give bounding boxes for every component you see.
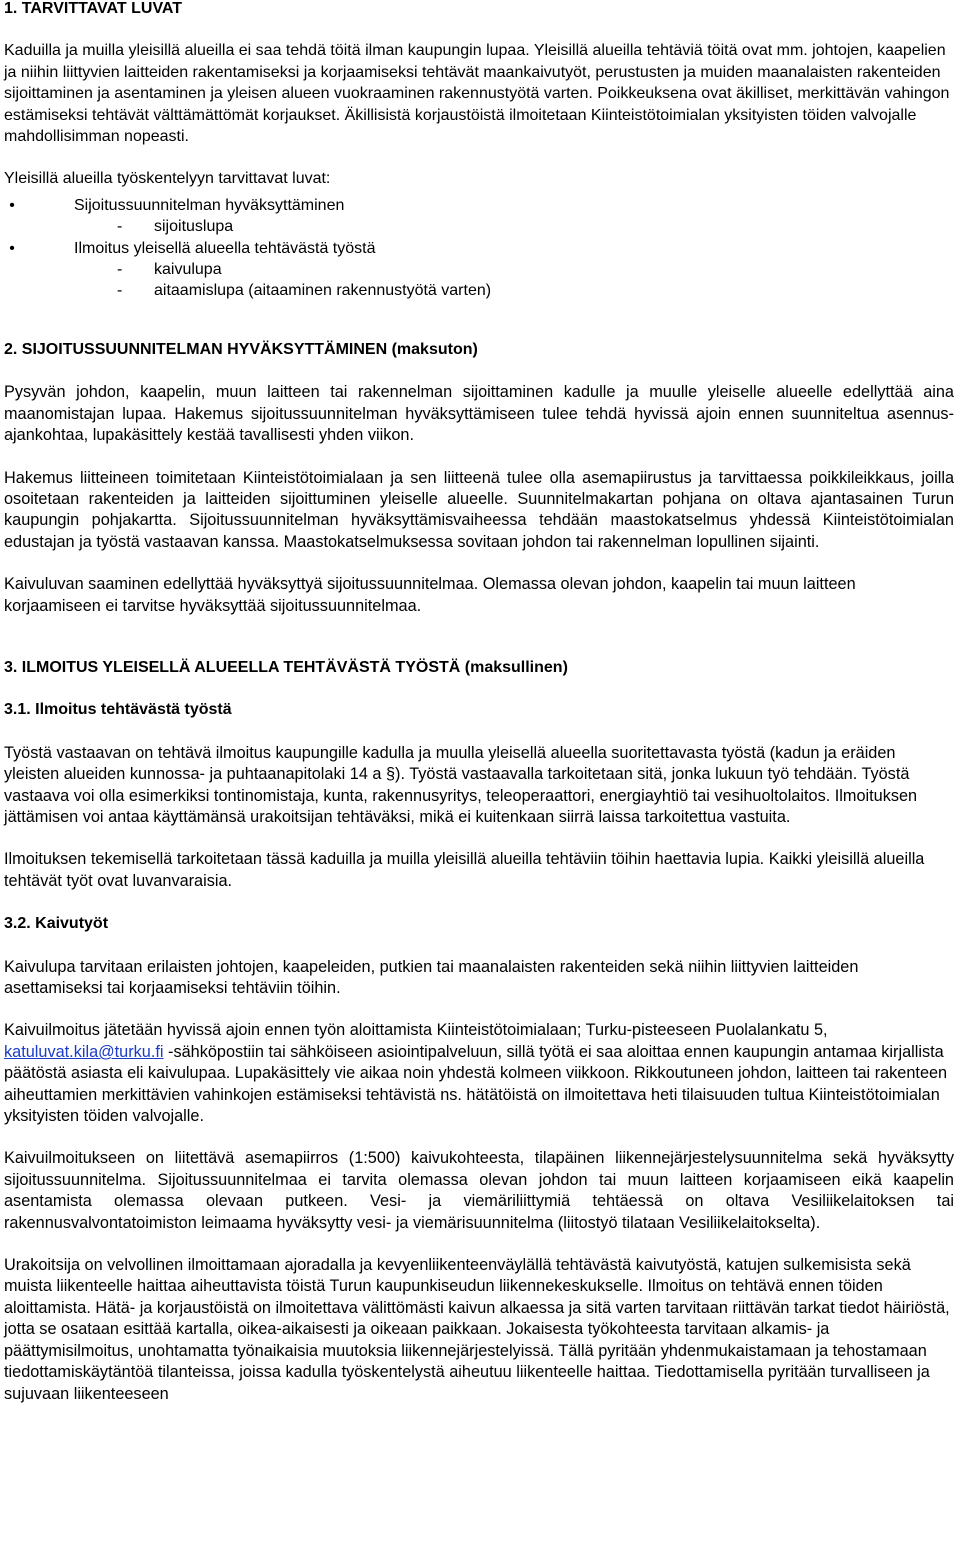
dash-icon: -: [117, 282, 123, 300]
section-3-2-paragraph-4: Urakoitsija on velvollinen ilmoittamaan ajoradalla ja kevyenliikenteenväylällä tehtävästä kaivutyöstä, katujen sulkemisista sekä muista liikenteelle haittaa aiheuttavista töistä Turun kaupunkiseudun liikennekeskukselle. Ilmoitus on tehtävä ennen töiden aloittamista. Hätä- ja korjaustöistä on ilmoitettava välittömästi kaivun alkaessa ja sitä varten tarvitaan riittävän tarkat tiedot häiriöstä, jotta se osataan esittää kartalla, oikea-aikaisesti ja oikeaan paikkaan. Jokaisesta työkohteesta tarvitaan alkamis- ja päättymisilmoitus, unohtamatta työnaikaisia muutoksia liikennejärjestelyissä. Tällä pyritään yhdenmukaistamaan ja tehostamaan tiedottamiskäytäntöä tilanteissa, joissa kadulla työskentelystä aiheutuu liikenteelle haittaa. Tiedottamisella pyritään turvalliseen ja sujuvaan liikenteeseen: [4, 1256, 950, 1403]
section-2-paragraph-2: Hakemus liitteineen toimitetaan Kiinteistötoimialaan ja sen liitteenä tulee olla asemapiirustus ja tarvittaessa poikkileikkaus, joilla osoitetaan rakenteiden ja laitteiden sijoittuminen yleiselle alueelle. Suunnitelmakartan pohjana on oltava ajantasainen Turun kaupungin pohjakartta. Sijoitussuunnitelman hyväksyttämisvaiheessa tehdään maastokatselmus yhdessä Kiinteistötoimialan edustajan ja työstä vastaavan kanssa. Maastokatselmuksessa sovitaan johdon tai rakennelman lopullinen sijainti.: [4, 468, 954, 551]
section-3-2-paragraph-1: Kaivulupa tarvitaan erilaisten johtojen, kaapeleiden, putkien tai maanalaisten rakenteiden sekä niihin liittyvien laitteiden asettamiseksi tai korjaamiseksi tehtäviin töihin.: [4, 957, 859, 997]
list-item: [4, 195, 954, 238]
section-3-2-paragraph-2: [4, 1020, 954, 1127]
paragraph-text: Kaivuilmoitus jätetään hyvissä ajoin ennen työn aloittamista Kiinteistötoimialaan; Turku-pisteeseen Puolalankatu 5,: [4, 1021, 828, 1040]
section-3-1-heading: 3.1. Ilmoitus tehtävästä työstä: [4, 701, 232, 719]
dash-icon: -: [117, 218, 123, 236]
sub-list-item-label: sijoituslupa: [154, 218, 234, 236]
sub-list: [74, 216, 954, 237]
section-2-heading: 2. SIJOITUSSUUNNITELMAN HYVÄKSYTTÄMINEN (maksuton): [4, 340, 478, 358]
sub-list-item: [4, 259, 954, 280]
list-item: [4, 238, 954, 302]
section-2-paragraph-3: Kaivuluvan saaminen edellyttää hyväksyttyä sijoitussuunnitelmaa. Olemassa olevan johdon, kaapelin tai muun laitteen korjaamiseen ei tarvitse hyväksyttää sijoitussuunnitelmaa.: [4, 575, 856, 615]
permits-list-intro: Yleisillä alueilla työskentelyyn tarvittavat luvat:: [4, 170, 331, 188]
email-link[interactable]: katuluvat.kila@turku.fi: [4, 1042, 164, 1061]
section-3-1-paragraph-1: Työstä vastaavan on tehtävä ilmoitus kaupungille kadulla ja muulla yleisellä alueella suoritettavasta työstä (kadun ja eräiden yleisten alueiden kunnossa- ja puhtaanapitolaki 14 a §). Työstä vastaavalla tarkoitetaan sitä, jonka lukuun työ tehdään. Työstä vastaava voi olla esimerkiksi tontinomistaja, kunta, rakennusyritys, teleoperaattori, energiayhtiö tai vesihuoltolaitos. Ilmoituksen jättämisen voi antaa käyttämänsä urakoitsijan tehtäväksi, mikä ei kuitenkaan siirrä laissa tarkoitettua vastuita.: [4, 743, 918, 826]
sub-list-item: [4, 216, 954, 237]
section-3-2-heading: 3.2. Kaivutyöt: [4, 915, 109, 933]
section-3-2-paragraph-3: Kaivuilmoitukseen on liitettävä asemapiirros (1:500) kaivukohteesta, tilapäinen liikennejärjestelysuunnitelma sekä hyväksytty sijoitussuunnitelma. Sijoitussuunnitelmaa ei tarvita olemassa olevan johdon tai muun laitteen korjaamiseen eikä kaapelin asentamista olemassa olevaan putkeen. Vesi- ja viemäriliittymiä tehtäessä on oltava Vesiliikelaitoksen tai rakennusvalvontatoimiston leimaama hyväksytty vesi- ja viemärisuunnitelma (liitostyö tilataan Vesiliikelaitokselta).: [4, 1149, 954, 1232]
bullet-icon: •: [9, 196, 15, 214]
section-1-heading: 1. TARVITTAVAT LUVAT: [4, 0, 183, 17]
section-2-paragraph-1: Pysyvän johdon, kaapelin, muun laitteen tai rakennelman sijoittaminen kadulle ja muulle yleiselle alueelle edellyttää aina maanomistajan lupaa. Hakemus sijoitussuunnitelman hyväksyttämiseen tulee tehdä hyvissä ajoin ennen suunniteltua asennus-ajankohtaa, lupakäsittely kestää tavallisesti yhden viikon.: [4, 383, 954, 445]
sub-list-item-label: kaivulupa: [154, 261, 222, 279]
paragraph-text: -sähköpostiin tai sähköiseen asiointipalveluun, sillä työtä ei saa aloittaa ennen kaupungin antamaa kirjallista päätöstä asiasta eli kaivulupaa. Lupakäsittely vie aikaa noin yhdestä kolmeen viikkoon. Rikkoutuneen johdon, laitteen tai rakenteen aiheuttamien merkittävien vahinkojen estämiseksi tehtävistä ns. hätätöistä on ilmoitettava heti tilaisuuden tultua Kiinteistötoimialan yksityisten töiden valvojalle.: [4, 1042, 948, 1126]
section-3-1-paragraph-2: Ilmoituksen tekemisellä tarkoitetaan tässä kaduilla ja muilla yleisillä alueilla tehtäviin töihin haettavia lupia. Kaikki yleisillä alueilla tehtävät työt ovat luvanvaraisia.: [4, 850, 925, 890]
sub-list-item: [4, 280, 954, 301]
sub-list: [74, 259, 954, 302]
list-item-label: Sijoitussuunnitelman hyväksyttäminen: [74, 196, 345, 214]
section-1-paragraph: Kaduilla ja muilla yleisillä alueilla ei saa tehdä töitä ilman kaupungin lupaa. Yleisillä alueilla tehtäviä töitä ovat mm. johtojen, kaapelien ja niihin liittyvien laitteiden rakentamiseksi ja korjaamiseksi tehtävät maankaivutyöt, perustusten ja muiden maanalaisten rakenteiden sijoittaminen ja asentaminen ja yleisen alueen vuokraaminen rakennustyötä varten. Poikkeuksena ovat äkilliset, merkittävän vahingon estämiseksi tehtävät välttämättömät korjaukset. Äkillisistä korjaustöistä ilmoitetaan Kiinteistötoimialan yksityisten töiden valvojalle mahdollisimman nopeasti.: [4, 42, 950, 146]
list-item-label: Ilmoitus yleisellä alueella tehtävästä työstä: [74, 239, 376, 257]
section-3-heading: 3. ILMOITUS YLEISELLÄ ALUEELLA TEHTÄVÄSTÄ TYÖSTÄ (maksullinen): [4, 658, 568, 676]
document-page: [4, 0, 954, 1405]
bullet-icon: •: [9, 239, 15, 257]
sub-list-item-label: aitaamislupa (aitaaminen rakennustyötä varten): [154, 282, 492, 300]
permits-list: [4, 195, 954, 302]
dash-icon: -: [117, 261, 123, 279]
